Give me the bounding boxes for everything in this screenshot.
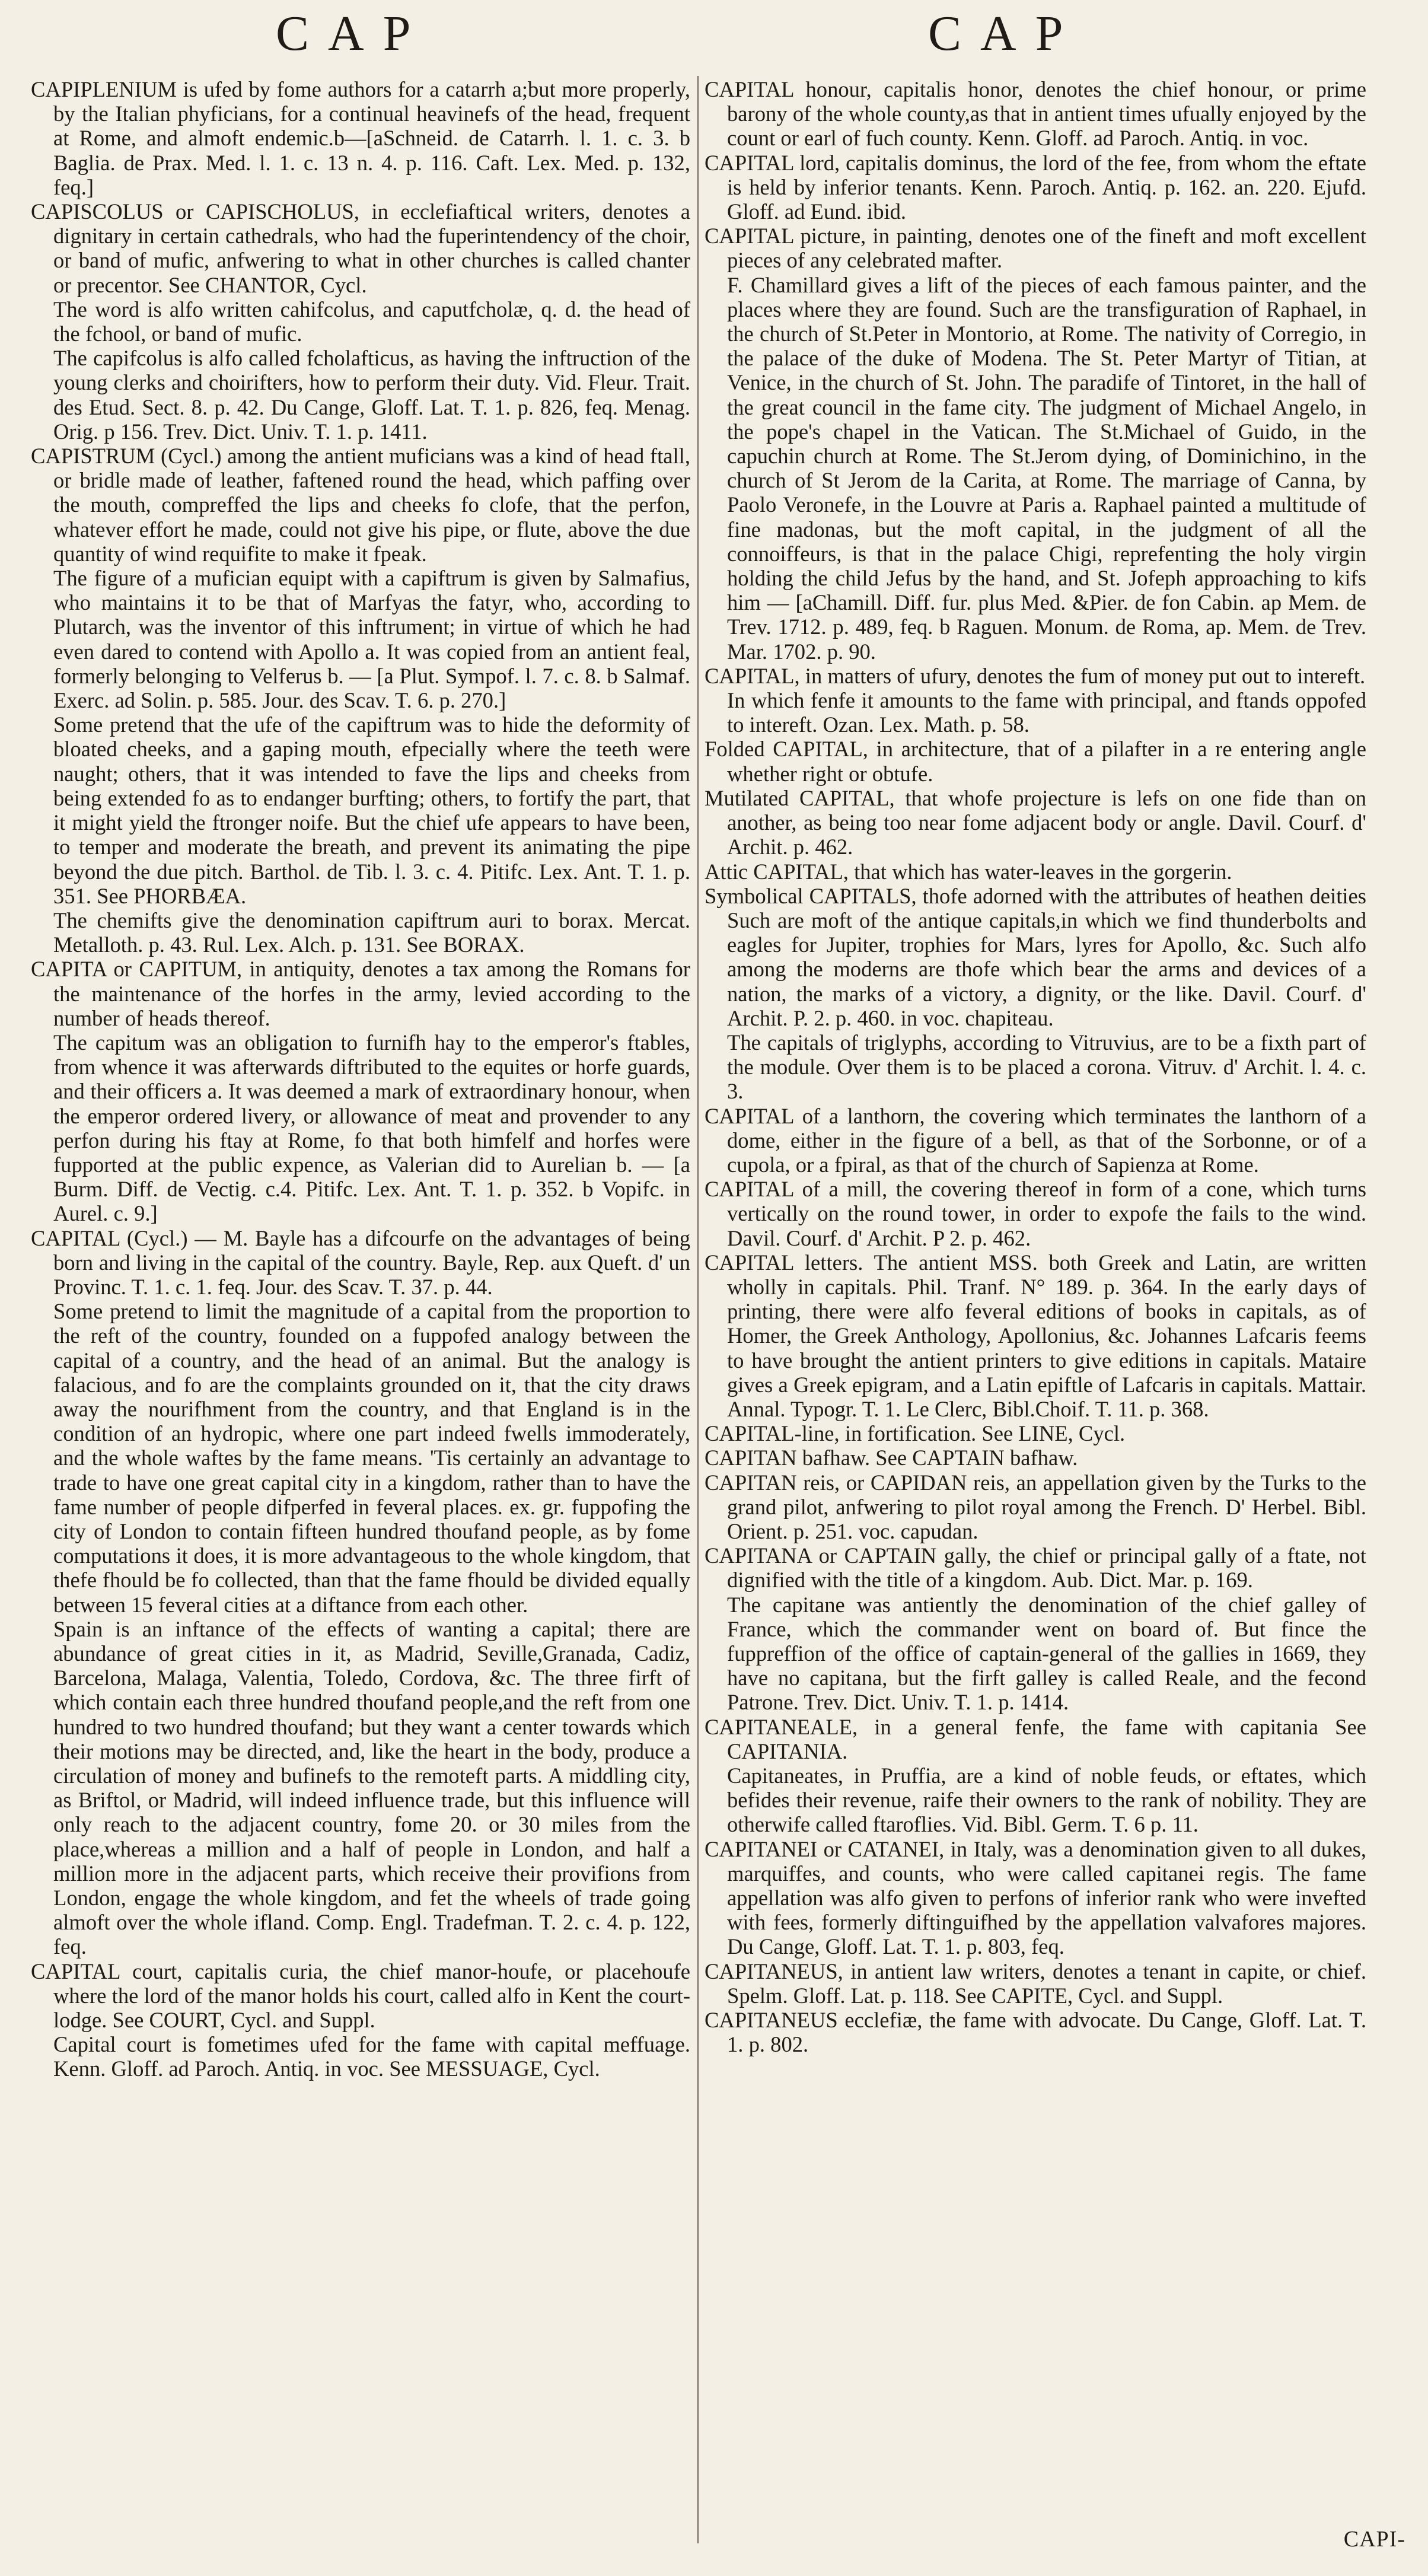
entry-capital-usury: CAPITAL, in matters of ufury, denotes the fum of money put out to intereft. — [705, 663, 1366, 688]
entry-capitaneus-ecclesiae: CAPITANEUS ecclefiæ, the fame with advocate. Du Cange, Gloff. Lat. T. 1. p. 802. — [705, 2008, 1366, 2057]
entry-capital-lanthorn: CAPITAL of a lanthorn, the covering which terminates the lanthorn of a dome, either in the figure of a bell, as that of the Sorbonne, or of a cupola, or a fpiral, as that of the church of Sapienza at Rome. — [705, 1103, 1366, 1177]
entry-capita: CAPITA or CAPITUM, in antiquity, denotes a tax among the Romans for the maintenance of the horfes in the army, levied according to the number of heads thereof. — [31, 957, 690, 1030]
entry-capistrum: CAPISTRUM (Cycl.) among the antient muficians was a kind of head ftall, or bridle made of leather, faftened round the head, which paffing over the mouth, compreffed the lips and cheeks fo clofe, that the perfon, whatever effort he made, could not give his pipe, or flute, above the due quantity of wind requifite to make it fpeak. — [31, 444, 690, 566]
running-head-right: CAP — [928, 6, 1082, 61]
paragraph: The chemifts give the denomination capiftrum auri to borax. Mercat. Metalloth. p. 43. Rul. Lex. Alch. p. 131. See BORAX. — [53, 908, 690, 957]
entry-capital-letters: CAPITAL letters. The antient MSS. both Greek and Latin, are written wholly in capitals. Phil. Tranf. N° 189. p. 364. In the early days of printing, there were alfo feveral editions of books in capitals, as of Homer, the Greek Anthology, Apollonius, &c. Johannes Lafcaris feems to have brought the antient printers to give editions in capitals. Mataire gives a Greek epigram, and a Latin epiftle of Lafcaris in capitals. Mattair. Annal. Typogr. T. 1. Le Clerc, Bibl.Choif. T. 11. p. 368. — [705, 1250, 1366, 1421]
entry-capital-lord: CAPITAL lord, capitalis dominus, the lord of the fee, from whom the eftate is held by inferior tenants. Kenn. Paroch. Antiq. p. 162. an. 220. Ejufd. Gloff. ad Eund. ibid. — [705, 150, 1366, 224]
entry-capiplenium: CAPIPLENIUM is ufed by fome authors for a catarrh a;but more properly, by the Italian phyficians, for a continual heavinefs of the head, frequent at Rome, and almoft endemic.b—[aSchneid. de Catarrh. l. 1. c. 3. b Baglia. de Prax. Med. l. 1. c. 13 n. 4. p. 116. Caft. Lex. Med. p. 132, feq.] — [31, 77, 690, 199]
paragraph: Some pretend to limit the magnitude of a capital from the proportion to the reft of the country, founded on a fuppofed analogy between the capital of a country, and the head of an animal. But the analogy is falacious, and fo are the complaints grounded on it, that the city draws away the nourifhment from the country, and that England is in the condition of an hydropic, where one part indeed fwells immoderately, and the whole waftes by the fame means. 'Tis certainly an advantage to trade to have one great capital city in a kingdom, rather than to have the fame number of people difperfed in feveral places. ex. gr. fuppofing the city of London to contain fifteen hundred thoufand people, as by fome computations it does, it is more advantageous to the whole kingdom, that thefe fhould be fo collected, than that the fame fhould be divided equally between 15 feveral cities at a diftance from each other. — [53, 1299, 690, 1617]
entry-capitan-reis: CAPITAN reis, or CAPIDAN reis, an appellation given by the Turks to the grand pilot, anfwering to pilot royal among the French. D' Herbel. Bibl. Orient. p. 251. voc. capudan. — [705, 1470, 1366, 1543]
entry-folded-capital: Folded CAPITAL, in architecture, that of a pilafter in a re entering angle whether right or obtufe. — [705, 737, 1366, 786]
paragraph: The capifcolus is alfo called fcholafticus, as having the inftruction of the young clerks and choirifters, how to perform their duty. Vid. Fleur. Trait. des Etud. Sect. 8. p. 42. Du Cange, Gloff. Lat. T. 1. p. 826, feq. Menag. Orig. p 156. Trev. Dict. Univ. T. 1. p. 1411. — [53, 346, 690, 444]
entry-attic-capital: Attic CAPITAL, that which has water-leaves in the gorgerin. — [705, 859, 1232, 884]
running-head-left: CAP — [276, 6, 430, 61]
paragraph: The figure of a mufician equipt with a capiftrum is given by Salmafius, who maintains it to be that of Marfyas the fatyr, who, according to Plutarch, was the inventor of this inftrument; in virtue of which he had even dared to contend with Apollo a. It was copied from an antient feal, formerly belonging to Velferus b. — [a Plut. Sympof. l. 7. c. 8. b Salmaf. Exerc. ad Solin. p. 585. Jour. des Scav. T. 6. p. 270.] — [53, 566, 690, 713]
entry-mutilated-capital: Mutilated CAPITAL, that whofe projecture is lefs on one fide than on another, as being too near fome adjacent body or angle. Davil. Courf. d' Archit. p. 462. — [705, 785, 1366, 859]
entry-capitaneus: CAPITANEUS, in antient law writers, denotes a tenant in capite, or chief. Spelm. Gloff. Lat. p. 118. See CAPITE, Cycl. and Suppl. — [705, 1959, 1366, 2008]
entry-capital-line: CAPITAL-line, in fortification. See LINE, Cycl. — [705, 1421, 1126, 1446]
paragraph: Some pretend that the ufe of the capiftrum was to hide the deformity of bloated cheeks, and a gaping mouth, efpecially where the teeth were naught; others, that it was intended to fave the lips and cheeks from being extended fo as to endanger burfting; others, to fortify the part, that it might yield the ftronger noife. But the chief ufe appears to have been, to temper and moderate the breath, and prevent its animating the pipe beyond the due pitch. Barthol. de Tib. l. 3. c. 4. Pitifc. Lex. Ant. T. 1. p. 351. See PHORBÆA. — [53, 712, 690, 908]
paragraph: F. Chamillard gives a lift of the pieces of each famous painter, and the places where they are found. Such are the transfiguration of Raphael, in the church of St.Peter in Montorio, at Rome. The nativity of Corregio, in the palace of the duke of Modena. The St. Peter Martyr of Titian, at Venice, in the church of St. John. The paradife of Tintoret, in the hall of the great council in the fame city. The judgment of Michael Angelo, in the pope's chapel in the Vatican. The St.Michael of Guido, in the capuchin church at Rome. The St.Jerom dying, of Dominichino, in the church of St Jerom de la Carita, at Rome. The marriage of Canna, by Paolo Veronefe, in the Louvre at Paris a. Raphael painted a multitude of fine madonas, but the moft capital, in the judgment of all the connoiffeurs, is that in the palace Chigi, reprefenting the holy virgin holding the child Jefus by the hand, and St. Jofeph approaching to kifs him — [aChamill. Diff. fur. plus Med. &Pier. de fon Cabin. ap Mem. de Trev. 1712. p. 489, feq. b Raguen. Monum. de Roma, ap. Mem. de Trev. Mar. 1702. p. 90. — [727, 272, 1366, 664]
right-column — [705, 77, 1366, 2056]
entry-capitaneale: CAPITANEALE, in a general fenfe, the fame with capitania See CAPITANIA. — [705, 1714, 1366, 1763]
entry-capital-court: CAPITAL court, capitalis curia, the chief manor-houfe, or placehoufe where the lord of the manor holds his court, called alfo in Kent the court-lodge. See COURT, Cycl. and Suppl. — [31, 1959, 690, 2033]
entry-symbolical-capitals: Symbolical CAPITALS, thofe adorned with the attributes of heathen deities Such are moft of the antique capitals,in which we find thunderbolts and eagles for Jupiter, trophies for Mars, lyres for Apollo, &c. Such alfo among the moderns are thofe which bear the arms and devices of a nation, the marks of a victory, a dignity, or the like. Davil. Courf. d' Archit. P. 2. p. 460. in voc. chapiteau. — [705, 883, 1366, 1030]
paragraph: The capitals of triglyphs, according to Vitruvius, are to be a fixth part of the module. Over them is to be placed a corona. Vitruv. d' Archit. l. 4. c. 3. — [727, 1030, 1366, 1104]
entry-capital-honour: CAPITAL honour, capitalis honor, denotes the chief honour, or prime barony of the whole county,as that in antient times ufually enjoyed by the count or earl of fuch county. Kenn. Gloff. ad Paroch. Antiq. in voc. — [705, 77, 1366, 151]
entry-capitana: CAPITANA or CAPTAIN gally, the chief or principal gally of a ftate, not dignified with the title of a kingdom. Aub. Dict. Mar. p. 169. — [705, 1543, 1366, 1593]
paragraph: The capitum was an obligation to furnifh hay to the emperor's ftables, from whence it was afterwards diftributed to the equites or horfe guards, and their officers a. It was deemed a mark of extraordinary honour, when the emperor ordered livery, or allowance of meat and provender to any perfon during his ftay at Rome, fo that both himfelf and horfes were fupported at the public expence, as Valerian did to Aurelian b. — [a Burm. Diff. de Vectig. c.4. Pitifc. Lex. Ant. T. 1. p. 352. b Vopifc. in Aurel. c. 9.] — [53, 1030, 690, 1226]
paragraph: In which fenfe it amounts to the fame with principal, and ftands oppofed to intereft. Ozan. Lex. Math. p. 58. — [727, 688, 1366, 737]
paragraph: Spain is an inftance of the effects of wanting a capital; there are abundance of great cities in it, as Madrid, Seville,Granada, Cadiz, Barcelona, Malaga, Valentia, Toledo, Cordova, &c. The three firft of which contain each three hundred thoufand people,and the reft from one hundred to two hundred thoufand; but they want a center towards which their motions may be directed, and, like the heart in the body, produce a circulation of money and bufinefs to the remoteft parts. A middling city, as Briftol, or Madrid, will indeed influence trade, but this influence will only reach to the adjacent country, fome 20. or 30 miles from the place,whereas a million and a half of people in London, and half a million more in the adjacent parts, which receive their provifions from London, engage the whole kingdom, and fet the wheels of trade going almoft over the whole ifland. Comp. Engl. Tradefman. T. 2. c. 4. p. 122, feq. — [53, 1616, 690, 1959]
entry-capiscolus: CAPISCOLUS or CAPISCHOLUS, in ecclefiaftical writers, denotes a dignitary in certain cathedrals, who had the fuperintendency of the choir, or band of mufic, anfwering to what in other churches is called chanter or precentor. See CHANTOR, Cycl. — [31, 199, 690, 297]
paragraph: The word is alfo written cahifcolus, and caputfcholæ, q. d. the head of the fchool, or band of mufic. — [53, 297, 690, 346]
left-column — [31, 77, 690, 2081]
column-divider — [697, 76, 699, 2543]
catchword: CAPI- — [1343, 2527, 1405, 2552]
paragraph: Capital court is fometimes ufed for the fame with capital meffuage. Kenn. Gloff. ad Paroch. Antiq. in voc. See MESSUAGE, Cycl. — [53, 2032, 690, 2081]
paragraph: Capitaneates, in Pruffia, are a kind of noble feuds, or eftates, which befides their revenue, raife their owners to the rank of nobility. They are otherwife called ftaroflies. Vid. Bibl. Germ. T. 6 p. 11. — [727, 1763, 1366, 1837]
entry-capitan-bashaw: CAPITAN bafhaw. See CAPTAIN bafhaw. — [705, 1445, 1078, 1470]
entry-capital-mill: CAPITAL of a mill, the covering thereof in form of a cone, which turns vertically on the round tower, in order to expofe the fails to the wind. Davil. Courf. d' Archit. P 2. p. 462. — [705, 1177, 1366, 1250]
entry-capital: CAPITAL (Cycl.) — M. Bayle has a difcourfe on the advantages of being born and living in the capital of the country. Bayle, Rep. aux Queft. d' un Provinc. T. 1. c. 1. feq. Jour. des Scav. T. 37. p. 44. — [31, 1225, 690, 1299]
entry-capitanei: CAPITANEI or CATANEI, in Italy, was a denomination given to all dukes, marquiffes, and counts, who were called capitanei regis. The fame appellation was alfo given to perfons of inferior rank who were invefted with fees, formerly diftinguifhed by the appellation valvafores majores. Du Cange, Gloff. Lat. T. 1. p. 803, feq. — [705, 1836, 1366, 1959]
paragraph: The capitane was antiently the denomination of the chief galley of France, which the commander went on board of. But fince the fuppreffion of the office of captain-general of the gallies in 1669, they have no capitana, but the firft galley is called Reale, and the fecond Patrone. Trev. Dict. Univ. T. 1. p. 1414. — [727, 1592, 1366, 1715]
entry-capital-picture: CAPITAL picture, in painting, denotes one of the fineft and moft excellent pieces of any celebrated mafter. — [705, 224, 1366, 273]
